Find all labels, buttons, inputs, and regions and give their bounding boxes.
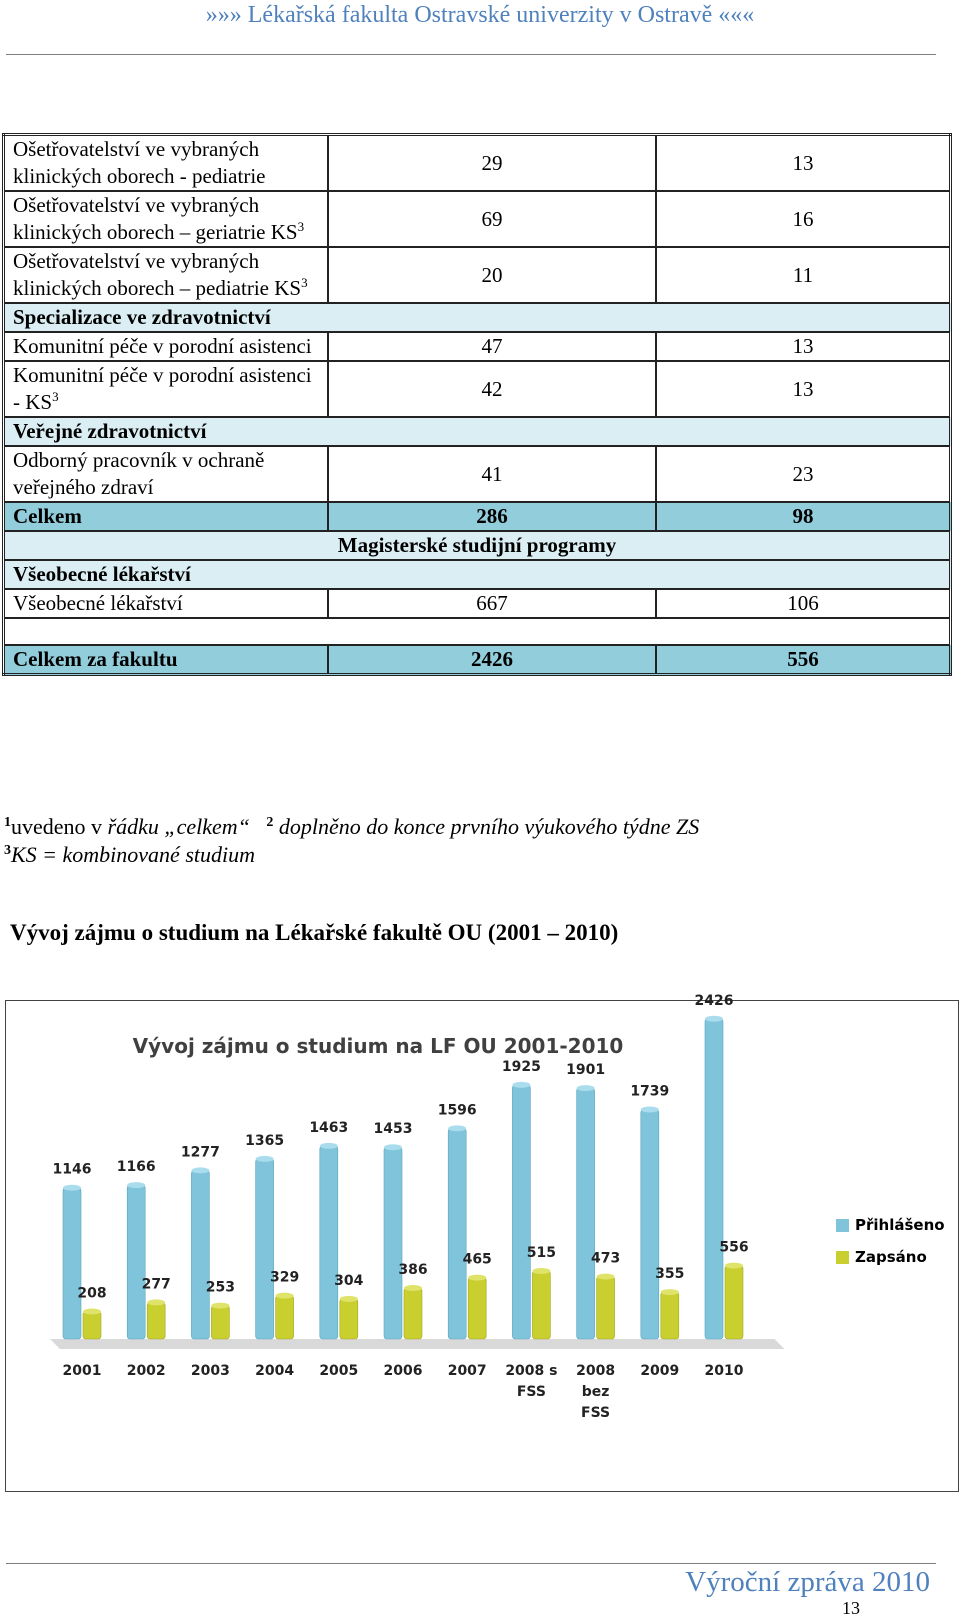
footnote-line-1: [4, 810, 699, 840]
legend-swatch-prihlaseno: [836, 1219, 849, 1232]
row-value-applied: 42: [328, 361, 656, 417]
bar-prihlaseno: [127, 1185, 145, 1339]
footnote-marker-1: 1: [4, 815, 11, 830]
data-label-prihlaseno: 1146: [52, 1161, 92, 1178]
row-value-enrolled: 13: [656, 135, 951, 192]
data-label-prihlaseno: 2426: [694, 992, 734, 1009]
legend-label-zapsano: Zapsáno: [855, 1248, 927, 1266]
section-row: [4, 417, 951, 446]
total-row: [4, 645, 951, 675]
row-value-enrolled: 13: [656, 332, 951, 361]
row-value-enrolled: 16: [656, 191, 951, 247]
bar-top-zapsano: [276, 1293, 294, 1299]
row-value-applied: 29: [328, 135, 656, 192]
x-tick-label: 2004: [255, 1363, 295, 1379]
legend-label-prihlaseno: Přihlášeno: [855, 1216, 945, 1234]
spacer-cell: [4, 618, 951, 645]
bar-top-zapsano: [340, 1296, 358, 1302]
data-label-prihlaseno: 1365: [245, 1132, 285, 1149]
row-label-footnote-ref: 3: [301, 275, 308, 290]
bar-top-prihlaseno: [448, 1125, 466, 1131]
bar-top-zapsano: [404, 1285, 422, 1291]
footer-rule: [6, 1563, 936, 1564]
bar-prihlaseno: [63, 1188, 81, 1339]
total-value-enrolled: 98: [656, 502, 951, 531]
total-value-enrolled: 556: [656, 645, 951, 675]
footnote-marker-2: 2: [266, 815, 274, 830]
bar-top-prihlaseno: [320, 1143, 338, 1149]
chart-container: [5, 992, 959, 1492]
total-value-applied: 286: [328, 502, 656, 531]
bar-prihlaseno: [256, 1159, 274, 1339]
row-label: [4, 589, 329, 618]
row-label-text: Ošetřovatelství ve vybraných klinických oborech – geriatrie KS: [13, 193, 298, 244]
row-value-applied: 47: [328, 332, 656, 361]
total-value-applied: 2426: [328, 645, 656, 675]
row-label-text: Odborný pracovník v ochraně veřejného zdraví: [13, 448, 265, 499]
data-label-zapsano: 386: [398, 1262, 428, 1279]
data-label-zapsano: 277: [141, 1276, 171, 1293]
program-row: [4, 531, 951, 560]
x-tick-label: 2006: [383, 1363, 423, 1379]
x-tick-label: 2007: [447, 1363, 487, 1379]
bar-zapsano: [211, 1306, 229, 1339]
stats-table-body: [4, 135, 951, 675]
table-row: [4, 135, 951, 192]
section-title: Všeobecné lékařství: [4, 560, 951, 589]
section-row: [4, 560, 951, 589]
chart-heading: Vývoj zájmu o studium na Lékařské fakultě OU (2001 – 2010): [10, 920, 619, 945]
footnote-line-2: [4, 838, 255, 868]
row-label-text: Ošetřovatelství ve vybraných klinických oborech - pediatrie: [13, 137, 266, 188]
table-row: [4, 332, 951, 361]
row-label-footnote-ref: 3: [297, 219, 305, 234]
data-label-prihlaseno: 1739: [630, 1083, 670, 1100]
row-value-enrolled: 23: [656, 446, 951, 502]
row-value-enrolled: 13: [656, 361, 951, 417]
row-value-applied: 69: [328, 191, 656, 247]
row-label-text: Komunitní péče v porodní asistenci: [13, 334, 312, 358]
footnote-marker-3: 3: [4, 843, 11, 858]
table-row: [4, 446, 951, 502]
row-label-text: Komunitní péče v porodní asistenci - KS: [13, 363, 312, 414]
table-row: [4, 361, 951, 417]
data-label-prihlaseno: 1453: [373, 1121, 413, 1138]
footnote-text-2: doplněno do konce prvního výukového týdne ZS: [278, 814, 700, 839]
bar-top-prihlaseno: [127, 1182, 145, 1188]
bar-zapsano: [597, 1277, 615, 1339]
row-label-text: Ošetřovatelství ve vybraných klinických oborech – pediatrie KS: [13, 249, 302, 300]
row-label: [4, 191, 329, 247]
bar-top-zapsano: [725, 1263, 743, 1269]
data-label-prihlaseno: 1166: [116, 1159, 156, 1176]
x-tick-label: bez: [581, 1384, 610, 1400]
data-label-prihlaseno: 1277: [180, 1144, 220, 1161]
legend-item-zapsano: [836, 1248, 945, 1266]
bar-prihlaseno: [191, 1170, 209, 1339]
row-label: [4, 135, 329, 192]
row-value-enrolled: 106: [656, 589, 951, 618]
chart-legend: [836, 1216, 945, 1280]
page-header: [0, 0, 960, 30]
data-label-zapsano: 208: [77, 1285, 107, 1302]
bar-top-prihlaseno: [705, 1016, 723, 1022]
spacer-row: [4, 618, 951, 645]
bar-top-zapsano: [661, 1289, 679, 1295]
bar-top-zapsano: [532, 1268, 550, 1274]
x-tick-label: FSS: [581, 1405, 611, 1421]
program-title: Magisterské studijní programy: [4, 531, 951, 560]
table-row: [4, 247, 951, 303]
row-value-applied: 20: [328, 247, 656, 303]
row-label: [4, 247, 329, 303]
footnote-text-1a: uvedeno v: [11, 814, 108, 839]
footnote-text-3: KS = kombinované studium: [11, 842, 255, 867]
data-label-prihlaseno: 1596: [437, 1102, 477, 1119]
x-tick-label: 2009: [640, 1363, 680, 1379]
bar-zapsano: [340, 1299, 358, 1339]
x-tick-label: 2008 s: [505, 1363, 558, 1379]
chart-title: Vývoj zájmu o studium na LF OU 2001-2010: [132, 1034, 624, 1058]
footnote-text-1b: řádku „celkem“: [107, 814, 250, 839]
row-label: [4, 361, 329, 417]
bar-top-prihlaseno: [63, 1185, 81, 1191]
bar-prihlaseno: [641, 1109, 659, 1339]
bar-top-zapsano: [468, 1275, 486, 1281]
bar-prihlaseno: [448, 1128, 466, 1339]
row-value-applied: 667: [328, 589, 656, 618]
bar-chart: [6, 992, 956, 1489]
bar-prihlaseno: [512, 1085, 530, 1339]
chart-floor: [50, 1339, 785, 1349]
row-value-applied: 41: [328, 446, 656, 502]
data-label-prihlaseno: 1925: [501, 1058, 541, 1075]
total-row: [4, 502, 951, 531]
data-label-zapsano: 465: [462, 1251, 492, 1268]
legend-item-prihlaseno: [836, 1216, 945, 1234]
bar-top-zapsano: [211, 1303, 229, 1309]
bar-prihlaseno: [705, 1019, 723, 1339]
bar-top-zapsano: [597, 1274, 615, 1280]
header-rule: [6, 54, 936, 55]
bar-prihlaseno: [320, 1146, 338, 1339]
table-row: [4, 589, 951, 618]
data-label-prihlaseno: 1463: [309, 1119, 349, 1136]
x-tick-label: 2002: [126, 1363, 166, 1379]
bar-zapsano: [83, 1312, 101, 1339]
total-label: Celkem: [4, 502, 329, 531]
stats-table: [2, 133, 952, 676]
bar-zapsano: [532, 1271, 550, 1339]
x-tick-label: FSS: [516, 1384, 546, 1400]
bar-top-prihlaseno: [641, 1106, 659, 1112]
bar-top-prihlaseno: [256, 1156, 274, 1162]
x-tick-label: 2001: [62, 1363, 102, 1379]
bar-zapsano: [147, 1302, 165, 1339]
bar-top-prihlaseno: [577, 1085, 595, 1091]
x-tick-label: 2005: [319, 1363, 359, 1379]
x-tick-label: 2008: [576, 1363, 616, 1379]
page-number: 13: [842, 1598, 860, 1618]
data-label-zapsano: 515: [526, 1245, 557, 1262]
row-label-footnote-ref: 3: [52, 389, 59, 404]
data-label-zapsano: 556: [719, 1239, 749, 1256]
section-title: Veřejné zdravotnictví: [4, 417, 951, 446]
bar-prihlaseno: [384, 1147, 402, 1339]
bar-top-prihlaseno: [384, 1144, 402, 1150]
bar-prihlaseno: [577, 1088, 595, 1339]
x-tick-label: 2003: [190, 1363, 230, 1379]
section-title: Specializace ve zdravotnictví: [4, 303, 951, 332]
data-label-prihlaseno: 1901: [566, 1062, 606, 1079]
bar-zapsano: [725, 1266, 743, 1339]
legend-swatch-zapsano: [836, 1251, 849, 1264]
page-header-title: »»» Lékařská fakulta Ostravské univerzity v Ostravě «««: [205, 2, 755, 28]
bar-top-prihlaseno: [191, 1167, 209, 1173]
data-label-zapsano: 304: [334, 1272, 364, 1289]
bar-top-prihlaseno: [512, 1082, 530, 1088]
bar-zapsano: [276, 1296, 294, 1339]
section-row: [4, 303, 951, 332]
row-label: [4, 446, 329, 502]
data-label-zapsano: 355: [655, 1266, 685, 1283]
row-label: [4, 332, 329, 361]
bar-top-zapsano: [83, 1309, 101, 1315]
bar-zapsano: [661, 1292, 679, 1339]
row-value-enrolled: 11: [656, 247, 951, 303]
row-label-text: Všeobecné lékařství: [13, 591, 183, 615]
footer-title: Výroční zpráva 2010: [685, 1566, 930, 1598]
data-label-zapsano: 253: [205, 1279, 236, 1296]
bar-top-zapsano: [147, 1299, 165, 1305]
data-label-zapsano: 329: [269, 1269, 300, 1286]
x-tick-label: 2010: [704, 1363, 744, 1379]
bar-zapsano: [404, 1288, 422, 1339]
total-label: Celkem za fakultu: [4, 645, 329, 675]
bar-zapsano: [468, 1278, 486, 1339]
table-row: [4, 191, 951, 247]
data-label-zapsano: 473: [590, 1250, 621, 1267]
